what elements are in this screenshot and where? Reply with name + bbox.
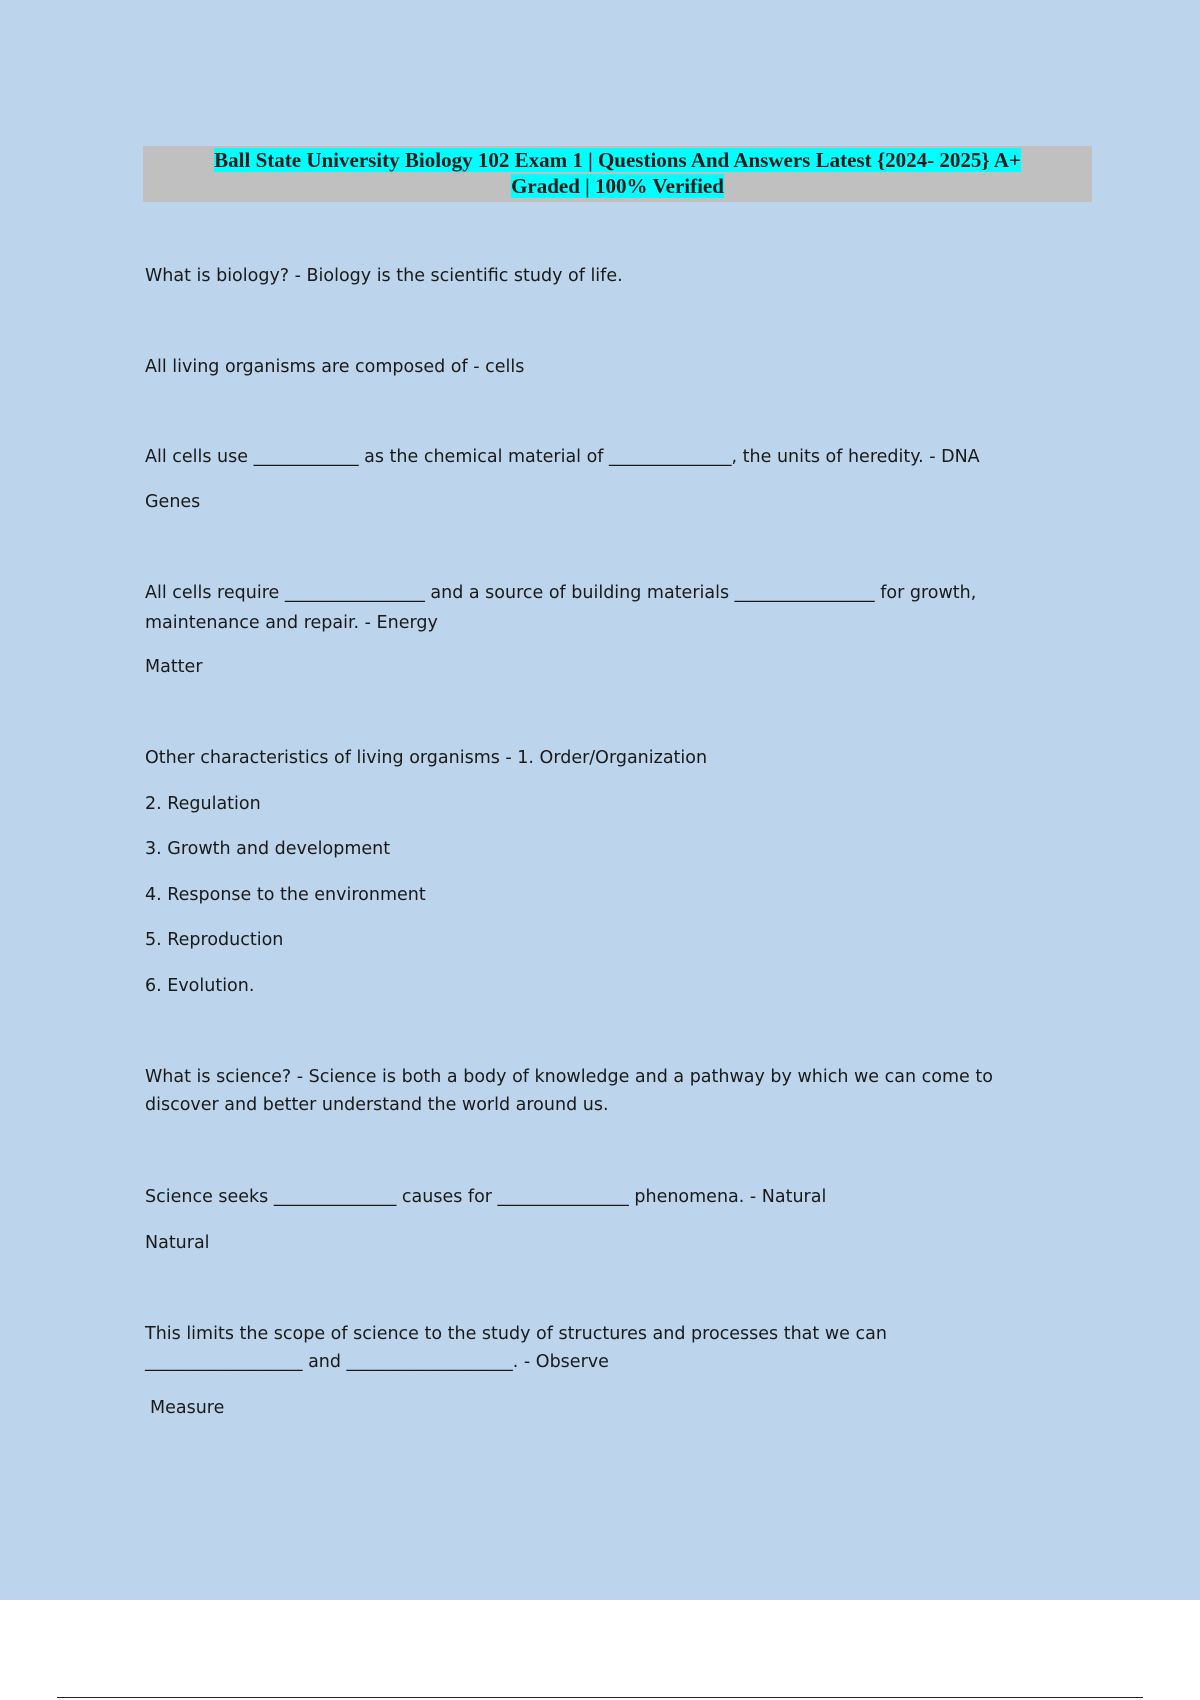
footer-divider <box>57 1697 1143 1698</box>
question-cells-require-cont: maintenance and repair. - Energy <box>145 613 438 633</box>
answer-genes: Genes <box>145 492 201 512</box>
list-item-response: 4. Response to the environment <box>145 885 426 905</box>
question-cells-use: All cells use ____________ as the chemical material of ______________, the units of heredity. - DNA <box>145 447 980 467</box>
answer-measure: Measure <box>150 1398 225 1418</box>
question-science-seeks: Science seeks ______________ causes for _______________ phenomena. - Natural <box>145 1187 827 1207</box>
question-cells-require: All cells require ________________ and a source of building materials ________________ for growth, <box>145 583 977 603</box>
question-science-cont: discover and better understand the world around us. <box>145 1095 609 1115</box>
list-item-evolution: 6. Evolution. <box>145 976 255 996</box>
title-line-2: Graded | 100% Verified <box>511 174 724 198</box>
list-item-reproduction: 5. Reproduction <box>145 930 284 950</box>
question-composed-of: All living organisms are composed of - cells <box>145 357 525 377</box>
question-scope-cont: __________________ and ___________________. - Observe <box>145 1352 609 1372</box>
question-science: What is science? - Science is both a body of knowledge and a pathway by which we can come to <box>145 1067 993 1087</box>
answer-matter: Matter <box>145 657 203 677</box>
question-biology: What is biology? - Biology is the scientific study of life. <box>145 266 623 286</box>
list-item-growth: 3. Growth and development <box>145 839 391 859</box>
question-characteristics: Other characteristics of living organisms - 1. Order/Organization <box>145 748 708 768</box>
document-title <box>143 146 1092 202</box>
title-line-1: Ball State University Biology 102 Exam 1 | Questions And Answers Latest {2024- 2025} A+ <box>214 148 1021 172</box>
question-scope: This limits the scope of science to the study of structures and processes that we can <box>145 1324 887 1344</box>
list-item-regulation: 2. Regulation <box>145 794 261 814</box>
answer-natural: Natural <box>145 1233 210 1253</box>
